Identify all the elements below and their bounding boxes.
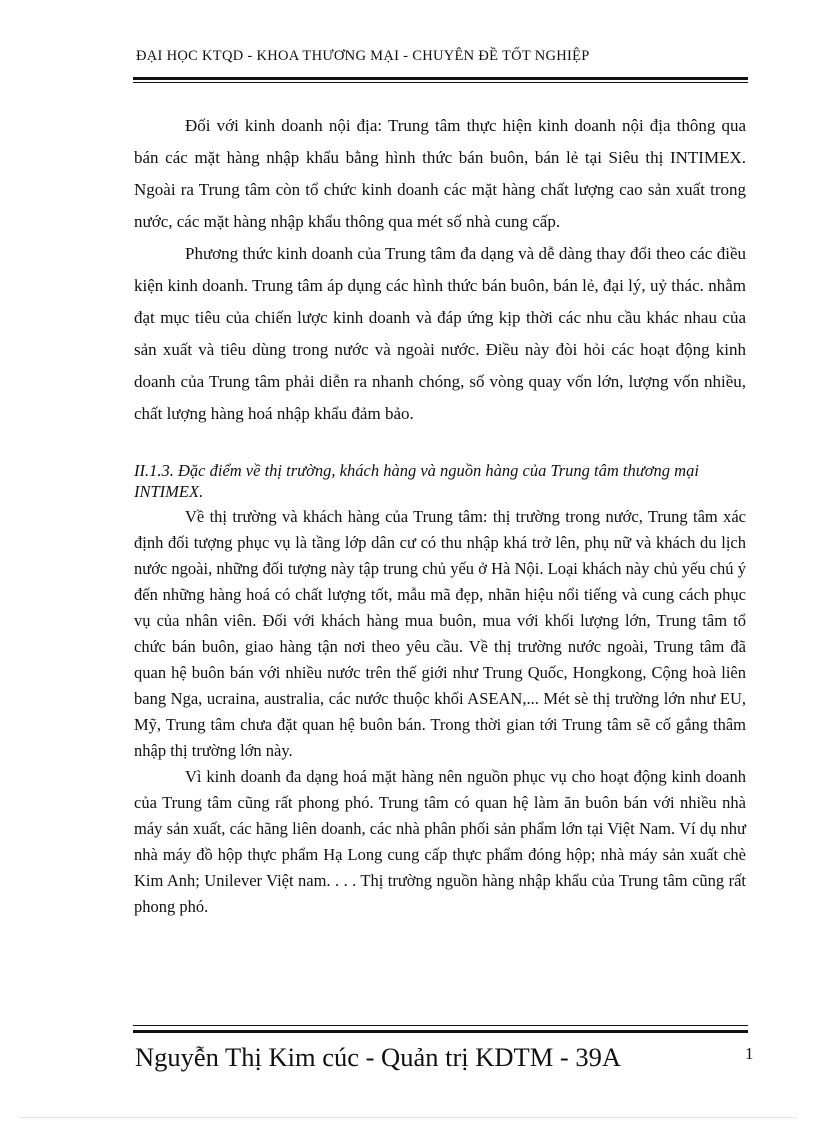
page-body bbox=[134, 110, 746, 920]
page-number: 1 bbox=[745, 1044, 754, 1063]
paragraph-domestic-business: Đối với kinh doanh nội địa: Trung tâm thực hiện kinh doanh nội địa thông qua bán các mặt hàng nhập khẩu bằng hình thức bán buôn, bán lẻ tại Siêu thị INTIMEX. Ngoài ra Trung tâm còn tổ chức kinh doanh các mặt hàng chất lượng cao sản xuất trong nước, các mặt hàng nhập khẩu thông qua mét số nhà cung cấp. bbox=[134, 116, 746, 231]
footer-rule-thin bbox=[133, 1025, 748, 1026]
footer-rule-thick bbox=[133, 1030, 748, 1033]
paragraph-market-customers: Về thị trường và khách hàng của Trung tâm: thị trường trong nước, Trung tâm xác định đối tượng phục vụ là tầng lớp dân cư có thu nhập khá trở lên, phụ nữ và khách du lịch nước ngoài, những đối tượng này tập trung chủ yếu ở Hà Nội. Loại khách này chủ yếu chú ý đến những hàng hoá có chất lượng tốt, mẫu mã đẹp, nhãn hiệu nổi tiếng và cung cách phục vụ của nhân viên. Đối với khách hàng mua buôn, mua với khối lượng lớn, Trung tâm tổ chức bán buôn, giao hàng tận nơi theo yêu cầu. Về thị trường nước ngoài, Trung tâm đã quan hệ buôn bán với nhiều nước trên thế giới như Trung Quốc, Hongkong, Cộng hoà liên bang Nga, ucraina, australia, các nước thuộc khối ASEAN,... Mét sè thị trường lớn như EU, Mỹ, Trung tâm chưa đặt quan hệ buôn bán. Trong thời gian tới Trung tâm sẽ cố gắng thâm nhập thị trường lớn này. bbox=[134, 507, 746, 760]
header-rule-thick bbox=[133, 77, 748, 80]
footer-author-line: Nguyễn Thị Kim cúc - Quản trị KDTM - 39A bbox=[135, 1042, 621, 1072]
section-heading: II.1.3. Đặc điểm về thị trường, khách hàng và nguồn hàng của Trung tâm thương mại INTIMEX. bbox=[134, 461, 699, 501]
running-header: ĐẠI HỌC KTQD - KHOA THƯƠNG MẠI - CHUYÊN ĐỀ TỐT NGHIỆP bbox=[136, 48, 590, 64]
paragraph-business-methods: Phương thức kinh doanh của Trung tâm đa dạng và dễ dàng thay đổi theo các điều kiện kinh doanh. Trung tâm áp dụng các hình thức bán buôn, bán lẻ, đại lý, uỷ thác. nhằm đạt mục tiêu của chiến lược kinh doanh và đáp ứng kịp thời các nhu cầu khác nhau của sản xuất và tiêu dùng trong nước và ngoài nước. Điều này đòi hỏi các hoạt động kinh doanh của Trung tâm phải diễn ra nhanh chóng, số vòng quay vốn lớn, lượng vốn nhiều, chất lượng hàng hoá nhập khẩu đảm bảo. bbox=[134, 244, 746, 423]
page-bottom-dotted-border bbox=[20, 1117, 796, 1118]
header-rule-thin bbox=[133, 82, 748, 83]
paragraph-supply-sources: Vì kinh doanh đa dạng hoá mặt hàng nên nguồn phục vụ cho hoạt động kinh doanh của Trung tâm cũng rất phong phó. Trung tâm có quan hệ làm ăn buôn bán với nhiều nhà máy sản xuất, các hãng liên doanh, các nhà phân phối sản phẩm lớn tại Việt Nam. Ví dụ như nhà máy đồ hộp thực phẩm Hạ Long cung cấp thực phẩm đóng hộp; nhà máy sản xuất chè Kim Anh; Unilever Việt nam. . . . Thị trường nguồn hàng nhập khẩu của Trung tâm cũng rất phong phó. bbox=[134, 767, 746, 916]
